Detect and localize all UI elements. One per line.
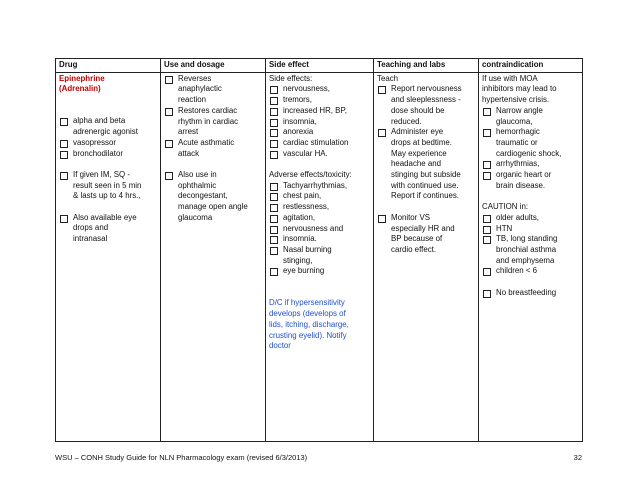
checkbox-bullet-icon <box>270 236 278 244</box>
list-item-line: stinging but subside <box>391 170 461 180</box>
list-item-line: TB, long standing <box>496 234 558 244</box>
list-item-line: & lasts up to 4 hrs., <box>73 191 141 201</box>
checkbox-bullet-icon <box>270 108 278 116</box>
checkbox-bullet-icon <box>483 290 491 298</box>
list-item-line: glaucoma, <box>496 116 533 126</box>
checkbox-bullet-icon <box>270 226 278 234</box>
header-teaching-labs: Teaching and labs <box>374 59 479 73</box>
checkbox-bullet-icon <box>270 97 278 105</box>
table-row <box>56 72 583 441</box>
list-item-line: adrenergic agonist <box>73 127 138 137</box>
checkbox-bullet-icon <box>270 204 278 212</box>
list-item-line: Report nervousness <box>391 84 462 94</box>
drug-table <box>55 58 583 442</box>
list-item-text <box>283 234 317 245</box>
side-effects-list <box>269 84 370 159</box>
list-item-line: traumatic or <box>496 137 538 147</box>
checkbox-bullet-icon <box>378 215 386 223</box>
list-item <box>164 74 262 106</box>
list-item-line: brain disease. <box>496 180 546 190</box>
list-item <box>269 234 370 245</box>
list-item-text <box>496 127 561 159</box>
list-item-text <box>496 159 539 170</box>
list-item <box>59 170 157 202</box>
discontinue-note <box>269 298 370 352</box>
use-list <box>164 74 262 160</box>
list-item-line: especially HR and <box>391 223 455 233</box>
list-item-line: reaction <box>178 95 207 105</box>
list-item-line: agitation, <box>283 212 316 222</box>
list-item-text <box>283 149 328 160</box>
list-item-text <box>283 181 347 192</box>
footer-title: WSU – CONH Study Guide for NLN Pharmacology exam (revised 6/3/2013) <box>55 453 308 462</box>
list-item-line: HTN <box>496 223 513 233</box>
checkbox-bullet-icon <box>270 119 278 127</box>
list-item-line: tremors, <box>283 95 312 105</box>
list-item-line: intranasal <box>73 234 108 244</box>
list-item-text <box>283 224 343 235</box>
checkbox-bullet-icon <box>270 129 278 137</box>
list-item <box>59 116 157 137</box>
list-item-line: May experience <box>391 148 447 158</box>
contra-intro-line: If use with MOA <box>482 73 538 83</box>
list-item <box>377 213 475 256</box>
list-item <box>269 191 370 202</box>
list-item-line: nervousness and <box>283 223 344 233</box>
list-item-line: and sleeplessness - <box>391 95 461 105</box>
note-line: doctor <box>269 341 291 351</box>
contra-intro <box>482 74 579 106</box>
checkbox-bullet-icon <box>60 118 68 126</box>
list-item-line: bronchial asthma <box>496 244 557 254</box>
list-item-line: bronchodilator <box>73 148 124 158</box>
list-item-line: cardio effect. <box>391 244 437 254</box>
checkbox-bullet-icon <box>270 193 278 201</box>
list-item-text <box>178 74 222 106</box>
list-item-text <box>496 288 556 299</box>
list-item-text <box>283 84 330 95</box>
list-item-line: alpha and beta <box>73 116 126 126</box>
adverse-effects-heading: Adverse effects/toxicity: <box>269 170 352 180</box>
list-item-line: attack <box>178 148 200 158</box>
list-item-text <box>73 149 123 160</box>
checkbox-bullet-icon <box>60 140 68 148</box>
list-item-line: cardiac stimulation <box>283 137 349 147</box>
drug-name <box>59 74 157 95</box>
checkbox-bullet-icon <box>483 236 491 244</box>
list-item-line: stinging, <box>283 255 313 265</box>
note-line: D/C if hypersensitivity <box>269 298 345 308</box>
teach-heading: Teach <box>377 73 399 83</box>
list-item <box>482 266 579 277</box>
checkbox-bullet-icon <box>270 151 278 159</box>
list-item <box>164 138 262 159</box>
list-item <box>377 127 475 202</box>
list-item-line: insomnia, <box>283 116 317 126</box>
list-item-line: vasopressor <box>73 137 116 147</box>
list-item-text <box>73 170 141 202</box>
list-item <box>269 138 370 149</box>
checkbox-bullet-icon <box>378 129 386 137</box>
list-item <box>269 181 370 192</box>
list-item-text <box>391 127 461 202</box>
list-item-line: Narrow angle <box>496 105 543 115</box>
list-item-line: nervousness, <box>283 84 330 94</box>
teaching-list <box>377 84 475 202</box>
list-item-line: result seen in 5 min <box>73 180 142 190</box>
checkbox-bullet-icon <box>483 226 491 234</box>
breastfeeding-list <box>482 288 579 299</box>
list-item-line: hemorrhagic <box>496 127 540 137</box>
list-item <box>164 170 262 224</box>
checkbox-bullet-icon <box>60 215 68 223</box>
list-item-line: cardiogenic shock, <box>496 148 562 158</box>
list-item-line: rhythm in cardiac <box>178 116 239 126</box>
list-item <box>59 213 157 245</box>
list-item-line: headache and <box>391 159 442 169</box>
list-item <box>482 106 579 127</box>
contra-intro-line: inhibitors may lead to <box>482 84 557 94</box>
list-item <box>482 288 579 299</box>
list-item-line: eye burning <box>283 266 325 276</box>
list-item-line: No breastfeeding <box>496 287 557 297</box>
list-item <box>482 127 579 159</box>
checkbox-bullet-icon <box>483 108 491 116</box>
list-item <box>59 138 157 149</box>
page-footer <box>55 453 582 462</box>
checkbox-bullet-icon <box>165 108 173 116</box>
list-item-text <box>283 191 321 202</box>
contra-intro-line: hypertensive crisis. <box>482 95 550 105</box>
header-contraindication: contraindication <box>479 59 583 73</box>
list-item-text <box>496 266 537 277</box>
list-item-line: Also use in <box>178 170 217 180</box>
header-row <box>56 59 583 73</box>
header-side-effect: Side effect <box>266 59 374 73</box>
list-item <box>59 149 157 160</box>
checkbox-bullet-icon <box>165 140 173 148</box>
list-item <box>269 213 370 224</box>
list-item-text <box>391 213 455 256</box>
list-item-line: Also available eye <box>73 212 137 222</box>
list-item-line: arrest <box>178 127 199 137</box>
checkbox-bullet-icon <box>483 172 491 180</box>
list-item-line: Report if continues. <box>391 191 459 201</box>
list-item-text <box>283 106 347 117</box>
list-item-line: organic heart or <box>496 170 552 180</box>
list-item-line: dose should be <box>391 105 445 115</box>
list-item-line: Restores cardiac <box>178 105 238 115</box>
list-item-line: Nasal burning <box>283 244 332 254</box>
note-line: develops (develops of <box>269 309 346 319</box>
list-item-line: Acute asthmatic <box>178 137 235 147</box>
list-item <box>482 234 579 266</box>
list-item <box>164 106 262 138</box>
list-item-line: BP because of <box>391 234 443 244</box>
checkbox-bullet-icon <box>60 151 68 159</box>
checkbox-bullet-icon <box>378 86 386 94</box>
list-item-line: restlessness, <box>283 202 330 212</box>
header-drug: Drug <box>56 59 161 73</box>
list-item-line: Administer eye <box>391 127 444 137</box>
drug-class-list <box>59 116 157 159</box>
list-item-line: manage open angle <box>178 202 248 212</box>
caution-list <box>482 213 579 277</box>
list-item-text <box>496 224 512 235</box>
checkbox-bullet-icon <box>60 172 68 180</box>
contraindication-cell <box>479 72 583 441</box>
caution-heading: CAUTION in: <box>482 202 529 212</box>
list-item-text <box>178 138 234 159</box>
checkbox-bullet-icon <box>165 172 173 180</box>
list-item-line: glaucoma <box>178 212 213 222</box>
list-item-line: increased HR, BP, <box>283 105 347 115</box>
list-item-text <box>496 213 539 224</box>
list-item <box>269 266 370 277</box>
checkbox-bullet-icon <box>270 86 278 94</box>
adverse-effects-list <box>269 181 370 277</box>
list-item-line: anorexia <box>283 127 314 137</box>
list-item-line: drops at bedtime. <box>391 137 452 147</box>
contra-list <box>482 106 579 192</box>
list-item-line: with continued use. <box>391 180 459 190</box>
teaching-cell <box>374 72 479 441</box>
list-item-line: children < 6 <box>496 266 538 276</box>
list-item <box>482 170 579 191</box>
list-item-line: ophthalmic <box>178 180 217 190</box>
list-item-text <box>73 138 116 149</box>
drug-name-line: (Adrenalin) <box>59 84 101 94</box>
use-list-additional <box>164 170 262 224</box>
list-item-line: anaphylactic <box>178 84 222 94</box>
list-item-line: Monitor VS <box>391 212 431 222</box>
list-item-text <box>73 116 138 137</box>
checkbox-bullet-icon <box>483 268 491 276</box>
list-item <box>269 224 370 235</box>
list-item <box>269 127 370 138</box>
list-item-text <box>283 245 332 266</box>
checkbox-bullet-icon <box>270 183 278 191</box>
list-item-line: If given IM, SQ - <box>73 169 131 179</box>
list-item-line: older adults, <box>496 212 539 222</box>
list-item-text <box>283 138 348 149</box>
note-line: crusting eyelid). Notify <box>269 330 347 340</box>
list-item <box>482 159 579 170</box>
checkbox-bullet-icon <box>270 140 278 148</box>
side-effect-cell <box>266 72 374 441</box>
list-item <box>482 213 579 224</box>
list-item-text <box>283 95 312 106</box>
checkbox-bullet-icon <box>270 268 278 276</box>
list-item-text <box>391 84 462 127</box>
checkbox-bullet-icon <box>270 247 278 255</box>
list-item-line: Reverses <box>178 73 212 83</box>
list-item-text <box>178 106 238 138</box>
list-item <box>377 84 475 127</box>
list-item-line: drops and <box>73 223 109 233</box>
drug-name-line: Epinephrine <box>59 73 105 83</box>
list-item-text <box>496 234 557 266</box>
list-item-line: Tachyarrhythmias, <box>283 180 348 190</box>
drug-dose-list <box>59 170 157 202</box>
monitoring-list <box>377 213 475 256</box>
list-item <box>269 245 370 266</box>
list-item <box>269 84 370 95</box>
use-cell <box>161 72 266 441</box>
list-item <box>269 117 370 128</box>
list-item <box>269 95 370 106</box>
list-item-text <box>496 170 551 191</box>
checkbox-bullet-icon <box>483 215 491 223</box>
list-item <box>269 149 370 160</box>
list-item-text <box>283 213 315 224</box>
drug-route-list <box>59 213 157 245</box>
checkbox-bullet-icon <box>483 161 491 169</box>
header-use-dosage: Use and dosage <box>161 59 266 73</box>
list-item-text <box>283 127 313 138</box>
list-item-line: decongestant, <box>178 191 228 201</box>
drug-cell <box>56 72 161 441</box>
checkbox-bullet-icon <box>165 76 173 84</box>
list-item <box>269 106 370 117</box>
list-item-text <box>73 213 137 245</box>
side-effects-heading: Side effects: <box>269 73 313 83</box>
checkbox-bullet-icon <box>270 215 278 223</box>
list-item-text <box>496 106 543 127</box>
page-number: 32 <box>573 453 582 462</box>
list-item-line: arrhythmias, <box>496 159 540 169</box>
list-item-text <box>283 117 317 128</box>
list-item-line: reduced. <box>391 116 422 126</box>
list-item-line: chest pain, <box>283 191 322 201</box>
list-item-line: and emphysema <box>496 255 555 265</box>
list-item-text <box>283 266 324 277</box>
checkbox-bullet-icon <box>483 129 491 137</box>
list-item-text <box>283 202 329 213</box>
list-item-text <box>178 170 248 224</box>
list-item-line: insomnia. <box>283 234 317 244</box>
list-item <box>269 202 370 213</box>
note-line: lids, itching, discharge, <box>269 319 349 329</box>
list-item-line: vascular HA. <box>283 148 328 158</box>
list-item <box>482 224 579 235</box>
